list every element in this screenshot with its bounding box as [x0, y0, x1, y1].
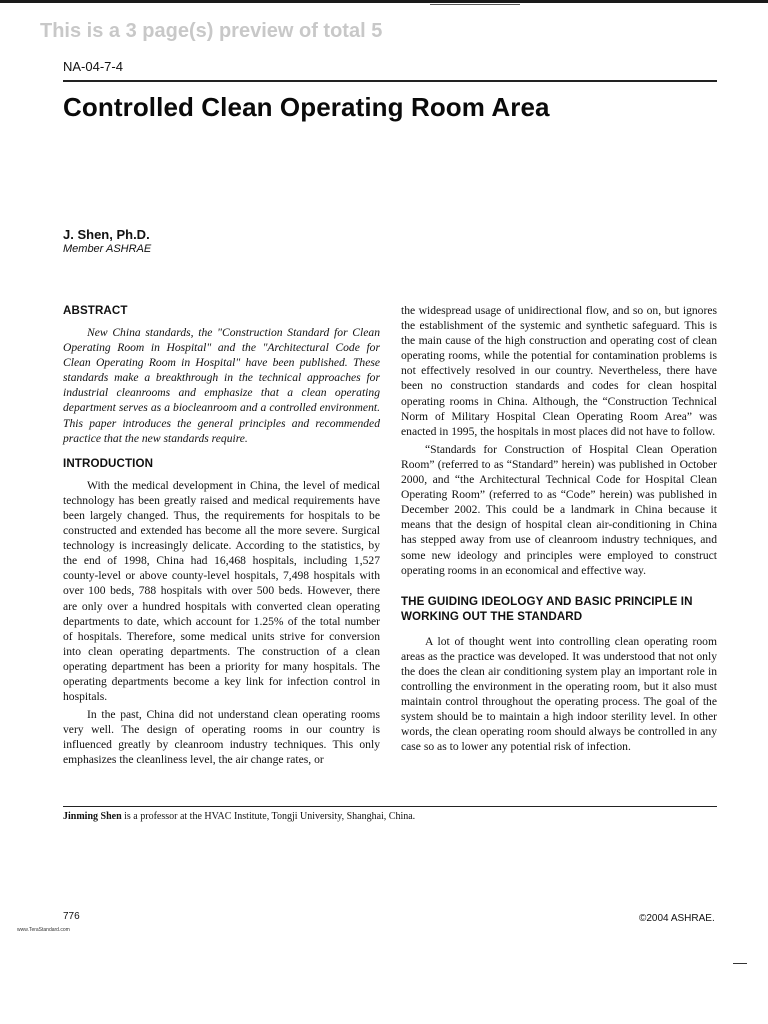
author-footnote	[63, 811, 415, 822]
source-watermark: www.TeraStandard.com	[17, 927, 70, 933]
top-border-line	[0, 0, 768, 3]
introduction-heading: INTRODUCTION	[63, 456, 154, 470]
top-border-accent	[430, 4, 520, 5]
author-name: J. Shen, Ph.D.	[63, 227, 150, 242]
paper-title: Controlled Clean Operating Room Area	[63, 92, 550, 122]
abstract-text: New China standards, the "Construction Standard for Clean Operating Room in Hospital" and the "Architectural Code for Clean Operating Room in Hospital" have been published. These standards make a breakthrough in the technical approaches for industrial cleanrooms and emphasize that a clean operating department serves as a biocleanroom and a controlled environment. This paper introduces the general principles and recommended practice that the new standards require.	[63, 326, 380, 445]
introduction-paragraph-2: In the past, China did not understand clean operating rooms very well. The design of operating rooms in our country is influenced greatly by cleanroom industry techniques. This only emphasizes the cleanliness level, the air change rates, or	[63, 708, 380, 767]
author-affiliation: Member ASHRAE	[63, 243, 152, 255]
preview-banner: This is a 3 page(s) preview of total 5	[40, 20, 383, 42]
guiding-ideology-heading: THE GUIDING IDEOLOGY AND BASIC PRINCIPLE IN WORKING OUT THE STANDARD	[401, 594, 693, 623]
left-column	[63, 303, 380, 768]
copyright-notice: ©2004 ASHRAE.	[639, 913, 715, 924]
document-code: NA-04-7-4	[63, 59, 123, 74]
abstract-heading: ABSTRACT	[63, 304, 128, 317]
page-number: 776	[63, 911, 80, 922]
introduction-paragraph-1: With the medical development in China, the level of medical technology has been greatly raised and medical requirements have been largely changed. Thus, the requirements for hospitals to be constructed and extended has become all the more severe. Surgical technology is increasingly delicate. According to the statistics, by the end of 1998, China had 16,468 hospitals, including 1,527 county-level or above county-level hospitals, 7,498 hospitals with over 100 beds, 788 hospitals with over 500 beds. However, there are only over a hundred hospitals with converted clean operating departments to date, which account for 1.25% of the total number of hospitals. Therefore, some medical units strive for conversion into clean operating departments. The construction of a clean operating department has been a priority for many hospitals. The operating departments become a key link for infection control in hospitals.	[63, 478, 380, 704]
footnote-author-name: Jinming Shen	[63, 811, 122, 822]
footnote-rule	[63, 806, 717, 807]
corner-dash	[733, 963, 747, 964]
footnote-text: is a professor at the HVAC Institute, Tongji University, Shanghai, China.	[121, 811, 416, 822]
guiding-ideology-paragraph: A lot of thought went into controlling clean operating room areas as the practice was developed. It was understood that not only the does the clean air conditioning system play an important role in controlling the environment in the operating room, but it also must maintain control throughout the operating process. The goal of the system should be to maintain a high indoor sterility level. In other words, the clean operating room should always be controlled in any case so as to lower any potential risk of infection.	[401, 634, 717, 754]
standards-paragraph: “Standards for Construction of Hospital Clean Operation Room” (referred to as “Standard” herein) was published in October 2000, and “the Architectural Technical Code for Hospital Clean Operating Room” (referred to as “Code” herein) was published in December 2002. This could be a landmark in China because it means that the design of hospital clean air-conditioning in China has stepped away from use of cleanroom industry techniques, and some new ideology and principles were employed to construct operating rooms in an economical and effective way.	[401, 442, 717, 577]
right-column	[401, 303, 717, 754]
continued-paragraph: the widespread usage of unidirectional flow, and so on, but ignores the establishment of the systemic and synthetic safeguard. This is the main cause of the high construction and operating cost of clean operating rooms, while the potential for contamination problems is not effectively resolved in our country. Nevertheless, there have been no construction standards and codes for clean hospital operating rooms in China. Although, the “Construction Technical Norm of Military Hospital Clean Operating Room Area” was enacted in 1995, the hospitals in most places did not have to follow.	[401, 304, 717, 438]
header-rule	[63, 80, 717, 82]
